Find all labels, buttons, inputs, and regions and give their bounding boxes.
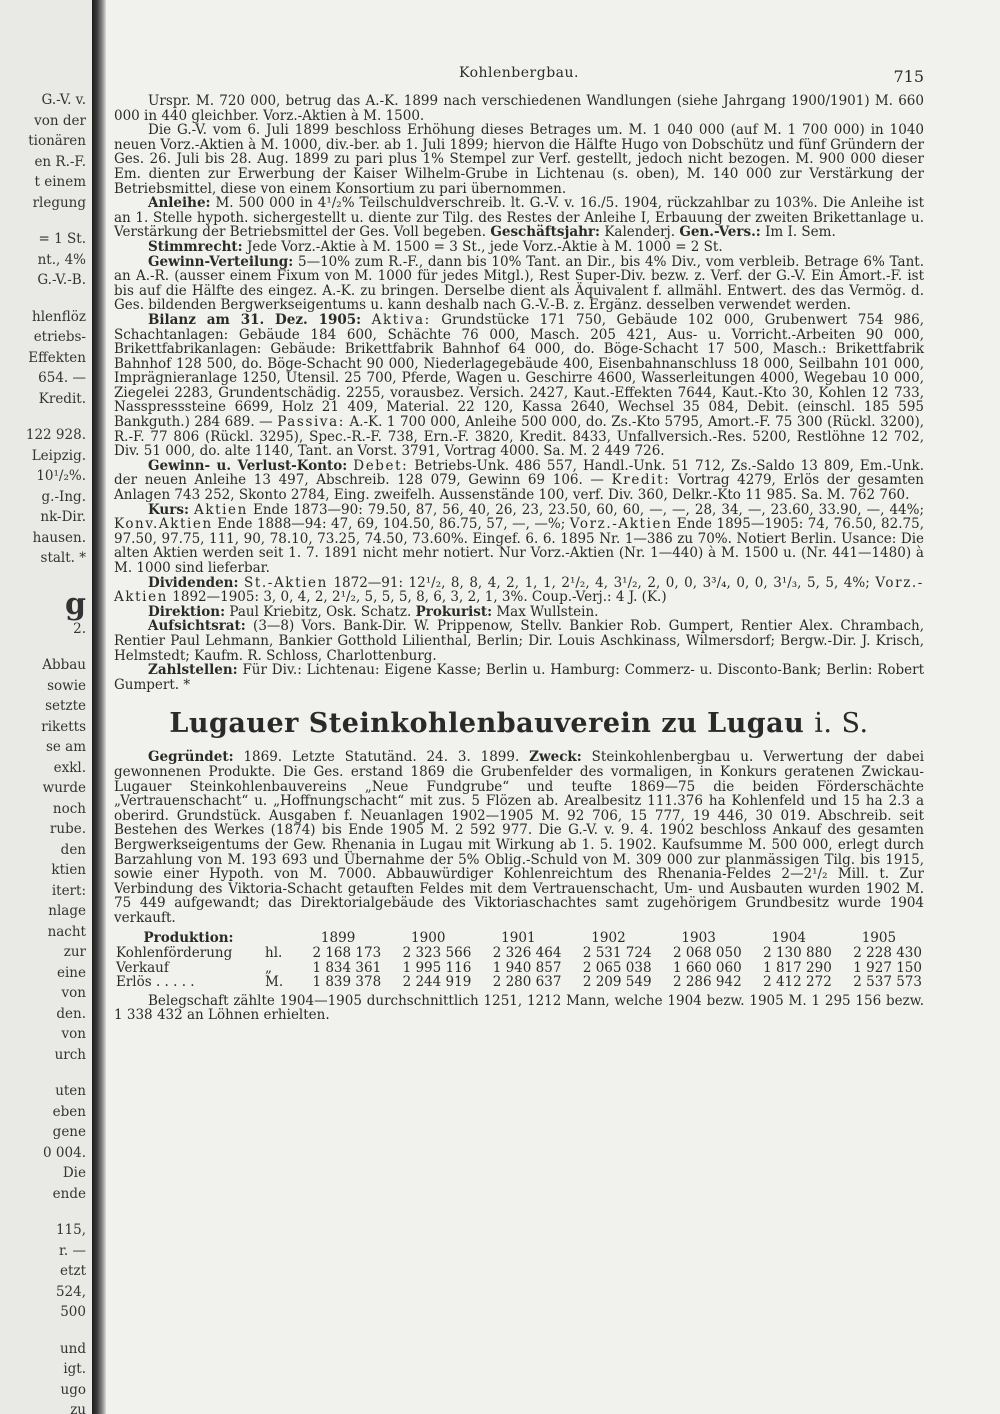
left-page-fragment: 115, — [55, 1222, 86, 1238]
left-page-fragment: stalt. * — [40, 550, 86, 566]
kurs-section — [114, 503, 924, 576]
left-page-fragment: den — [60, 841, 86, 858]
year-cell: 1904 — [771, 930, 806, 947]
left-page-fragment: nacht — [47, 923, 86, 940]
year-cell: 1905 — [861, 930, 897, 947]
table-cell: 2 244 919 — [402, 974, 472, 991]
table-cell: 2 280 637 — [492, 974, 562, 991]
kurs-label: Kurs: — [148, 501, 189, 518]
table-cell: 2 228 430 — [853, 945, 922, 962]
table-cell: 2 323 566 — [402, 945, 472, 962]
table-cell: 2 412 272 — [763, 974, 832, 991]
bilanz-label: Bilanz am 31. Dez. 1905: — [148, 311, 362, 328]
stimmrecht-section — [114, 240, 924, 255]
debet-label: Debet: — [353, 457, 409, 474]
left-page-fragment: g — [65, 586, 86, 622]
left-page-fragment: von — [61, 1026, 86, 1042]
row-unit: M. — [265, 974, 284, 991]
year-cell: 1901 — [501, 930, 536, 947]
passiva-label: Passiva: — [277, 414, 345, 431]
left-page-fragment: urch — [54, 1046, 86, 1063]
left-page-fragment: uten — [55, 1083, 86, 1099]
table-cell: 1 817 290 — [763, 959, 832, 976]
left-page-fragment: tionären — [28, 133, 86, 149]
prokurist-text: Max Wullstein. — [496, 603, 599, 620]
page-number: 715 — [893, 67, 924, 86]
left-page-fragment: Die — [62, 1165, 86, 1181]
left-page-fragment: eine — [57, 964, 86, 981]
gegruendet-text: 1869. Letzte Statutänd. 24. 3. 1899. — [243, 749, 520, 766]
left-page-fragment: 524, — [55, 1283, 86, 1300]
table-cell: 1 839 378 — [312, 974, 382, 991]
table-row — [114, 946, 924, 961]
direktion-text: Paul Kriebitz, Osk. Schatz. — [229, 603, 412, 620]
div-vorz-label: Vorz.-Aktien — [114, 574, 924, 606]
gewinn-verlust-section — [114, 459, 924, 503]
left-page-fragment: von — [61, 985, 86, 1001]
left-page-fragment: 2. — [73, 620, 86, 637]
row-unit: „ — [265, 959, 273, 976]
table-cell: 2 286 942 — [672, 974, 742, 991]
page-header — [114, 60, 924, 94]
debet-text: Betriebs-Unk. 486 557, Handl.-Unk. 51 712, Zs.-Saldo 13 809, Em.-Unk. der neuen Anleihe 13 497, Abschreib. 128 079, Gewinn 69 106. — — [114, 457, 924, 489]
table-cell: 2 065 038 — [582, 959, 652, 976]
table-cell: 1 995 116 — [402, 959, 472, 976]
left-page-fragment: 0 004. — [43, 1144, 86, 1161]
left-page-fragment: von der — [34, 112, 86, 129]
capital-increase-paragraph: Die G.-V. vom 6. Juli 1899 beschloss Erhöhung dieses Betrages um. M. 1 040 000 (auf M. 1 700 000) in 1040 neuen Vorz.-Aktien à M. 1000, div.-ber. ab 1. Juli 1899; hiervon die Hälfte Hugo von Dobschütz und fünf Gründern der Ges. 26. Juli bis 28. Aug. 1899 zu pari plus 1% Stempel zur Verf. gestellt, jedoch nicht bezogen. M. 900 000 dieser Em. dienten zur Erwerbung der Kaiser Wilhelm-Grube in Lichtenau (s. oben), M. 140 000 zur Verstärkung der Betriebsmittel, diese von einem Konsortium zu pari übernommen. — [114, 122, 924, 197]
left-page-fragment: g.-Ing. — [41, 488, 86, 505]
left-page-fragment: en R.-F. — [34, 153, 86, 170]
gewinn-verteilung-section — [114, 255, 924, 313]
zahlstellen-label: Zahlstellen: — [148, 662, 238, 679]
left-page-fragment: = 1 St. — [38, 231, 86, 247]
gewinn-verteilung-text: 5—10% zum R.-F., dann bis 10% Tant. an Dir., bis 4% Div., vom verbleib. Betrage 6% Tant. an A.-R. (ausser einem Fixum von M. 1000 für jedes Mitgl.), Rest Super-Div. bezw. z. Verf. der G.-V. Ein Amort.-F. ist bis auf die Hälfte des eingez. A.-K. zu bringen. Derselbe dient als Äquivalent f. allmähl. Entwert. des das Vermög. d. Ges. bildenden Bergwerkseigentums u. kann deshalb nach G.-V.-B. z. Ergänz. desselben verwendet werden. — [114, 253, 924, 314]
left-page-fragment: nlage — [48, 903, 86, 919]
company-title-text: Lugauer Steinkohlenbauverein zu Lugau — [169, 708, 805, 740]
left-page-fragment: Kredit. — [38, 390, 86, 407]
produktion-header-row — [114, 931, 924, 946]
left-page-fragment: rlegung — [32, 194, 86, 211]
passiva-text: A.-K. 1 700 000, Anleihe 500 000, do. Zs.-Kto 5795, Amort.-F. 75 300 (Rückl. 3200), R.-F. 77 806 (Rückl. 3295), Spec.-R.-F. 738, Ern.-F. 3820, Kredit. 8433, Unfallversich.-Res. 5200, Restlöhne 12 702, Div. 51 000, do. alte 1140, Tant. an Vorst. 3791, Vortrag 4000. Sa. M. 2 449 726. — [114, 414, 925, 460]
left-page-fragment: gene — [52, 1124, 86, 1140]
geschaeftsjahr-text: Kalenderj. — [604, 224, 676, 241]
left-page-fragment: Effekten — [28, 349, 86, 366]
table-cell: 2 068 050 — [672, 945, 742, 962]
produktion-label: Produktion: — [143, 930, 234, 947]
year-cell: 1903 — [681, 930, 716, 947]
gen-vers-text: Im I. Sem. — [765, 224, 836, 241]
prokurist-label: Prokurist: — [415, 603, 493, 620]
left-page-fragment: setzte — [45, 698, 86, 714]
left-page-fragment: eben — [52, 1103, 86, 1120]
stimmrecht-text: Jede Vorz.-Aktie à M. 1500 = 3 St., jede Vorz.-Aktie à M. 1000 = 2 St. — [246, 238, 723, 255]
aktiva-text: Grundstücke 171 750, Gebäude 102 000, Grubenwert 754 986, Schachtanlagen: Gebäude 184 600, Schächte 76 000, Masch. 205 421, Aus- u. Vorricht.-Arbeiten 90 000, Brikettfabrikanlagen: Gebäude: Brikettfabrik Bahnhof 64 000, do. Böge-Schacht 17 500, Masch.: Brikettfabrik Bahnhof 128 500, do. Böge-Schacht 90 000, Niederlagegebäude 400, Eisenbahnanschluss 18 000, Seilbahn 101 000, Imprägnieranlage 1250, Utensil. 25 700, Pferde, Wagen u. Geschirre 4600, Wasserleitungen 4000, Wegebau 10 000, Ziegelei 2283, Grundentschädig. 2255, vorausbez. Versich. 2427, Kaut.-Effekten 7644, Kaut.-Kto 30, Kohlen 12 733, Nasspresssteine 6699, Holz 21 409, Material. 22 120, Kassa 2640, Wechsel 35 084, Debit. (einschl. 185 595 Bankguth.) 284 689. — — [114, 311, 925, 431]
zahlstellen-section — [114, 663, 924, 692]
year-cell: 1900 — [411, 930, 446, 947]
left-page-fragment: rube. — [49, 821, 86, 837]
left-page-fragment: zu — [70, 1402, 86, 1414]
left-page-fragment: wurde — [42, 780, 86, 796]
bilanz-section — [114, 313, 924, 459]
left-page-fragment: G.-V. v. — [41, 92, 86, 108]
table-cell: 1 940 857 — [492, 959, 562, 976]
row-label: Verkauf — [116, 959, 169, 976]
table-cell: 1 927 150 — [853, 959, 922, 976]
table-cell: 2 326 464 — [492, 945, 562, 962]
anleihe-text: M. 500 000 in 4¹/₂% Teilschuldverschreib. lt. G.-V. v. 16./5. 1904, rückzahlbar zu 103%. Die Anleihe ist an 1. Stelle hypoth. sichergestellt u. diente zur Tilg. des Restes der Anleihe I, Erbauung der zweiten Brikettanlage u. Verstärkung der Betriebsmittel der Ges. Voll begeben. — [114, 195, 924, 241]
left-page-fragment: 654. — — [38, 370, 86, 386]
aktiva-label: Aktiva: — [371, 311, 431, 328]
kredit-label: Kredit: — [611, 472, 671, 489]
left-page-fragment: nt., 4% — [37, 251, 86, 268]
left-page-fragment: 122 928. — [25, 427, 86, 443]
row-label: Erlös . . . . . — [116, 974, 195, 991]
zweck-label: Zweck: — [529, 749, 582, 766]
div-st-label: St.-Aktien — [244, 574, 328, 591]
kurs-konv-label: Konv.Aktien — [114, 516, 213, 533]
kurs-vorz-label: Vorz.-Aktien — [569, 516, 673, 533]
left-page-fragment: ktien — [51, 862, 86, 878]
left-page-fragment: zur — [63, 944, 86, 960]
left-page-fragment: ende — [52, 1185, 86, 1202]
produktion-table — [114, 931, 924, 989]
left-page-fragment: hausen. — [32, 529, 86, 546]
anleihe-section — [114, 196, 924, 240]
left-page-fragment: exkl. — [53, 759, 86, 776]
year-cell: 1899 — [320, 930, 356, 947]
row-label: Kohlenförderung — [116, 945, 233, 962]
left-page-fragment: Leipzig. — [31, 447, 86, 464]
kurs-vorz-text: Ende 1895—1905: 74, 76.50, 82.75, 97.50, 97.75, 111, 90, 78.10, 73.25, 74.50, 73.60%. Eingef. 6. 6. 1895 Nr. 1—386 zu 70%. Notiert Berlin. Usance: Die alten Aktien werden seit 1. 7. 1891 nicht mehr notiert. Nur Vorz.-Aktien (Nr. 1—440) à M. 1500 u. (Nr. 441—1480) à M. 1000 sind lieferbar. — [114, 516, 924, 576]
left-page-fragment: itert: — [51, 882, 86, 899]
direktion-label: Direktion: — [148, 603, 226, 620]
book-gutter — [92, 0, 106, 1414]
capital-history-paragraph: Urspr. M. 720 000, betrug das A.-K. 1899 nach verschiedenen Wandlungen (siehe Jahrgang 1900/1901) M. 660 000 in 440 gleichber. Vorz.-Aktien à M. 1500. — [114, 93, 924, 124]
kurs-konv-text: Ende 1888—94: 47, 69, 104.50, 86.75, 57, —, —%; — [217, 516, 566, 533]
table-row — [114, 975, 924, 990]
div-st-text: 1872—91: 12¹/₂, 8, 8, 4, 2, 1, 1, 2¹/₂, 4, 3¹/₂, 2, 0, 0, 3³/₄, 0, 0, 3¹/₃, 5, 5, 4%; — [333, 574, 870, 591]
table-row — [114, 961, 924, 976]
company-title-suffix: i. S. — [814, 708, 869, 740]
left-page-fragment: 500 — [60, 1304, 86, 1320]
aufsichtsrat-text: (3—8) Vors. Bank-Dir. W. Prippenow, Stellv. Bankier Rob. Gumpert, Rentier Alex. Chrambach, Rentier Paul Lehmann, Bankier Gotthold Lilienthal, Berlin; Dir. Louis Aschkinass, Wilmersdorf; Bergw.-Dir. J. Krisch, Helmstedt; Kaufm. R. Schloss, Charlottenburg. — [114, 618, 924, 664]
left-page-fragment: 10¹/₂%. — [36, 468, 86, 484]
geschaeftsjahr-label: Geschäftsjahr: — [490, 224, 601, 241]
left-page-fragment: Abbau — [42, 657, 86, 673]
dividenden-section — [114, 576, 924, 605]
table-cell: 2 209 549 — [582, 974, 652, 991]
left-page-fragment: etzt — [60, 1263, 86, 1279]
table-cell: 2 130 880 — [763, 945, 832, 962]
zweck-text: Steinkohlenbergbau u. Verwertung der dabei gewonnenen Produkte. Die Ges. erstand 1869 die Grubenfelder des vormaligen, in Konkurs geratenen Zwickau-Lugauer Steinkohlenbauvereins „Neue Fundgrube“ und teufte 1869—75 die beiden Förderschächte „Vertrauenschacht“ u. „Hoffnungschacht“ mit zus. 5 Flözen ab. Arealbesitz 111.376 ha Kohlenfeld und 15 ha 2.3 a oberird. Grundstück. Ausgaben f. Neuanlagen 1902—1905 M. 92 706, 15 777, 19 446, 30 019. Abschreib. seit Bestehen des Werkes (1874) bis Ende 1905 M. 2 592 977. Die G.-V. v. 9. 4. 1902 beschloss Ankauf des gesamten Bergwerkseigentums der Gew. Rhenania in Lugau mit Wirkung ab 1. 5. 1902. Kaufsumme M. 500 000, erlegt durch Barzahlung von M. 193 693 und Übernahme der 5% Oblig.-Schuld von M. 309 000 zur planmässigen Tilg. bis 1915, sowie einer Hypoth. von M. 7000. Abbauwürdiger Kohlenreichtum des Rhenania-Feldes 2—2¹/₂ Mill. t. Zur Verbindung des Viktoria-Schacht getauften Feldes mit dem Vertrauenschacht, Um- und Ausbauten wurden 1902 M. 75 449 aufgewandt; das Direktorialgebäude des Viktoriaschachtes samt zugehörigem Grundbesitz wurde 1904 verkauft. — [114, 749, 925, 926]
left-page-fragment: und — [59, 1340, 86, 1357]
left-page-fragment: igt. — [63, 1361, 86, 1377]
belegschaft-paragraph: Belegschaft zählte 1904—1905 durchschnittlich 1251, 1212 Mann, welche 1904 bezw. 1905 M. 1 295 156 bezw. 1 338 432 an Löhnen erhielten. — [114, 992, 924, 1024]
gewinn-verlust-label: Gewinn- u. Verlust-Konto: — [148, 457, 348, 474]
left-page-fragment: ugo — [60, 1381, 86, 1398]
aufsichtsrat-label: Aufsichtsrat: — [148, 618, 246, 635]
gegruendet-label: Gegründet: — [148, 749, 234, 766]
kredit-text: Vortrag 4279, Erlös der gesamten Anlagen 743 252, Skonto 2784, Eing. zweifelh. Aussenstände 100, verf. Div. 360, Delkr.-Kto 11 985. Sa. M. 762 760. — [114, 472, 925, 504]
aufsichtsrat-section — [114, 619, 924, 663]
left-page-fragment: se am — [45, 739, 86, 755]
anleihe-label: Anleihe: — [148, 195, 211, 212]
left-page-fragment: r. — — [58, 1242, 86, 1259]
table-cell: 1 834 361 — [312, 959, 382, 976]
table-cell: 1 660 060 — [672, 959, 742, 976]
stimmrecht-label: Stimmrecht: — [148, 238, 243, 255]
left-page-margin — [0, 0, 92, 1414]
dividenden-label: Dividenden: — [148, 574, 239, 591]
gewinn-verteilung-label: Gewinn-Verteilung: — [148, 253, 294, 270]
gegruendet-section — [114, 750, 924, 925]
left-page-fragment: hlenflöz — [32, 308, 86, 325]
zahlstellen-text: Für Div.: Lichtenau: Eigene Kasse; Berlin u. Hamburg: Commerz- u. Disconto-Bank; Berlin: Robert Gumpert. * — [114, 662, 924, 693]
div-vorz-text: 1892—1905: 3, 0, 4, 2, 2¹/₂, 5, 5, 5, 8, 6, 3, 2, 1, 3%. Coup.-Verj.: 4 J. (K.) — [172, 589, 667, 606]
kurs-aktien-label: Aktien — [193, 501, 248, 518]
left-page-fragment: t einem — [34, 174, 86, 190]
kurs-aktien-text: Ende 1873—90: 79.50, 87, 56, 40, 26, 23, 23.50, 60, 60, —, —, 28, 34, —, 23.60, 33.90, —, 44%; — [252, 501, 924, 518]
table-cell: 2 537 573 — [853, 974, 922, 991]
left-page-fragment: riketts — [41, 718, 86, 735]
table-cell: 2 168 173 — [312, 945, 382, 962]
gen-vers-label: Gen.-Vers.: — [679, 224, 761, 241]
direktion-section — [114, 605, 924, 620]
table-cell: 2 531 724 — [582, 945, 652, 962]
company-title — [114, 708, 924, 740]
year-cell: 1902 — [591, 930, 626, 947]
left-page-fragment: den. — [56, 1005, 86, 1022]
running-title: Kohlenbergbau. — [459, 65, 579, 81]
left-page-fragment: nk-Dir. — [40, 509, 86, 525]
left-page-fragment: noch — [52, 800, 86, 817]
left-page-fragment: etriebs- — [33, 329, 86, 345]
left-page-fragment: sowie — [47, 677, 86, 694]
document-page — [114, 60, 924, 1023]
left-page-fragment: G.-V.-B. — [37, 272, 86, 288]
row-unit: hl. — [265, 945, 283, 962]
